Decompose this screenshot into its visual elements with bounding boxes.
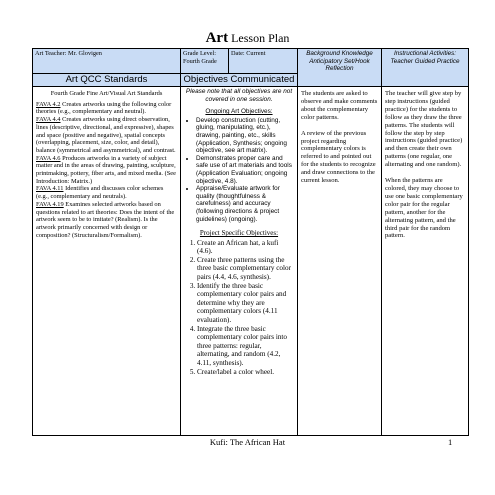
ongoing-heading: Ongoing Art Objectives: <box>205 108 273 116</box>
paragraph: When the patterns are colored, they may choose to use one basic complementary color pair for the regular pattern, another for the alternating pattern, and the third pair for the random pattern. <box>385 177 463 240</box>
standard-item: FAVA 4.6 Produces artworks in a variety of subject matter and in the areas of drawing, painting, sculpture, printmaking, pottery, fiber arts, and mixed media. (See Introduction: Matrix.) <box>36 154 176 185</box>
teacher-cell: Art Teacher: Mr. Glovigen <box>33 49 181 74</box>
standards-cell <box>33 87 181 436</box>
paragraph: The students are asked to observe and make comments about the complementary color patterns. <box>301 90 378 121</box>
page-number: 1 <box>448 437 453 447</box>
standard-item: FAVA 4.11 Identifies and discusses color schemes (e.g., complementary and neutrals). <box>36 185 164 201</box>
standard-item: FAVA 4.2 Creates artworks using the following color theories (e.g., complementary and neutral). <box>36 100 172 116</box>
paragraph: The teacher will give step by step instructions (guided practice) for the students to follow as they draw the three patterns. The students will follow the step by step instructions (guided practice) and then create their own patterns (one regular, one alternating and one random). <box>385 90 463 169</box>
standard-item: FAVA 4.4 Creates artworks using direct observation, lines (descriptive, directional, and expressive), shapes and space (positive and negative), spatial concepts (overlapping, placement, size, color, and detail), balance (symmetrical and asymmetrical), and contrast. <box>36 116 176 154</box>
list-item: 2. Create three patterns using the three basic complementary color pairs (4.4, 4.6, synthesis). <box>197 256 294 282</box>
grade-cell: Grade Level: Fourth Grade <box>181 49 229 74</box>
objectives-note: Please note that all objectives are not covered in one session. <box>185 88 293 103</box>
paragraph: A review of the previous project regarding complementary colors is referred to and pointed out for the students to recognize and draw connections to the current lesson. <box>301 129 376 185</box>
list-item: • Develop construction (cutting, gluing, manipulating, etc.), drawing, painting, etc., skills (Application, Synthesis; ongoing objective, see art matrix). <box>196 117 294 155</box>
page-title: Art Lesson Plan <box>205 30 290 46</box>
project-heading: Project Specific Objectives: <box>199 229 279 238</box>
list-item: 1. Create an African hat, a kufi (4.6). <box>197 239 294 256</box>
standards-heading: Fourth Grade Fine Art/Visual Art Standards <box>50 90 163 97</box>
list-item: • Demonstrates proper care and safe use of art materials and tools (Application Evaluation; ongoing objective, 4.8). <box>196 155 294 185</box>
objectives-header: Objectives Communicated <box>181 74 298 87</box>
ongoing-list <box>184 117 294 223</box>
project-list <box>184 239 294 377</box>
footer-title: Kufi: The African Hat <box>209 437 286 447</box>
list-item: 5. Create/label a color wheel. <box>197 368 294 377</box>
lesson-plan-table <box>32 48 469 436</box>
instructional-header: Instructional Activities: Teacher Guided Practice <box>382 49 469 87</box>
list-item: 3. Identify the three basic complementary color pairs and determine why they are complementary colors (4.11 evaluation). <box>197 282 294 325</box>
qcc-standards-header: Art QCC Standards <box>33 74 181 87</box>
instructional-cell <box>382 87 469 436</box>
list-item: 4. Integrate the three basic complementary color pairs into three patterns: regular, alternating, and random (4.2, 4.11, synthesis). <box>197 325 294 368</box>
date-cell: Date: Current <box>229 49 298 74</box>
standard-item: FAVA 4.19 Examines selected artworks based on questions related to art theories: Does the intent of the artwork seem to be to imitate? (Realism). Is the artwork primarily concerned with design or composition? (Structuralism/Formalism). <box>36 200 175 239</box>
list-item: • Appraise/Evaluate artwork for quality (thoughtfulness & carefulness) and accuracy (following directions & project guidelines) (ongoing). <box>196 185 294 223</box>
objectives-cell <box>181 87 298 436</box>
background-cell <box>298 87 382 436</box>
background-header: Background Knowledge Anticipatory Set/Hook Reflection <box>298 49 382 87</box>
